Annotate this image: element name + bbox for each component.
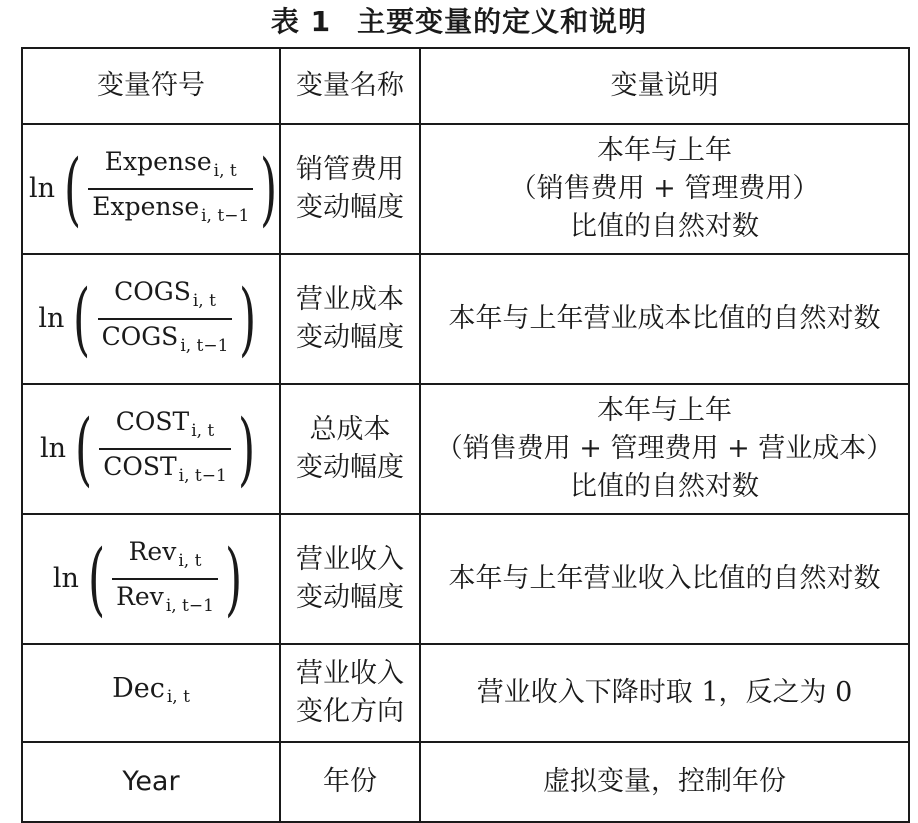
denominator-subscript: i, t−1 bbox=[165, 595, 214, 616]
numerator-var: COGS bbox=[114, 277, 191, 307]
description-line: （销售费用 + 管理费用） bbox=[509, 173, 820, 204]
table-row bbox=[22, 124, 909, 254]
name-line: 营业收入 bbox=[296, 544, 404, 575]
name-cell bbox=[280, 742, 420, 822]
fraction bbox=[98, 275, 233, 363]
name-line: 变动幅度 bbox=[296, 452, 404, 483]
left-paren: ( bbox=[64, 142, 82, 235]
numerator-var: Rev bbox=[128, 537, 177, 567]
name-line: 营业收入 bbox=[296, 658, 404, 689]
ln-function: ln bbox=[52, 563, 79, 594]
header-description: 变量说明 bbox=[420, 48, 909, 124]
variable-definition-table bbox=[21, 47, 910, 823]
symbol-cell bbox=[22, 742, 280, 822]
numerator bbox=[125, 535, 206, 578]
left-paren: ( bbox=[75, 402, 93, 495]
header-row bbox=[22, 48, 909, 124]
ln-function: ln bbox=[39, 433, 66, 464]
numerator-subscript: i, t bbox=[192, 291, 216, 311]
right-paren: ) bbox=[237, 402, 255, 495]
log-ratio-formula bbox=[38, 272, 263, 365]
denominator bbox=[112, 580, 218, 623]
fraction bbox=[99, 405, 231, 493]
description-line: 虚拟变量，控制年份 bbox=[543, 766, 786, 797]
name-line: 变动幅度 bbox=[296, 582, 404, 613]
name-line: 变化方向 bbox=[296, 696, 404, 727]
description-cell bbox=[420, 644, 909, 742]
denominator-subscript: i, t−1 bbox=[178, 465, 227, 486]
ln-function: ln bbox=[38, 303, 65, 334]
table-row bbox=[22, 514, 909, 644]
description-line: 比值的自然对数 bbox=[570, 211, 759, 242]
description-cell bbox=[420, 384, 909, 514]
right-paren: ) bbox=[260, 142, 278, 235]
symbol-subscript: i, t bbox=[166, 687, 190, 708]
denominator-var: COGS bbox=[101, 322, 179, 351]
name-cell bbox=[280, 644, 420, 742]
right-paren: ) bbox=[224, 532, 243, 625]
denominator-var: Rev bbox=[116, 582, 164, 611]
name-line: 年份 bbox=[323, 766, 377, 797]
symbol-cell bbox=[22, 254, 280, 384]
symbol-dec bbox=[112, 672, 190, 708]
right-paren: ) bbox=[239, 272, 257, 365]
name-line: 总成本 bbox=[309, 414, 391, 445]
symbol-year: Year bbox=[122, 766, 180, 797]
description-cell bbox=[420, 742, 909, 822]
header-symbol: 变量符号 bbox=[22, 48, 280, 124]
name-line: 营业成本 bbox=[296, 284, 404, 315]
numerator-subscript: i, t bbox=[178, 551, 202, 571]
numerator-subscript: i, t bbox=[213, 161, 237, 181]
name-cell bbox=[280, 254, 420, 384]
denominator bbox=[99, 450, 231, 493]
table-title: 主要变量的定义和说明 bbox=[357, 5, 648, 38]
header-name: 变量名称 bbox=[280, 48, 420, 124]
description-cell bbox=[420, 514, 909, 644]
description-line: 比值的自然对数 bbox=[570, 471, 759, 502]
denominator-var: COST bbox=[103, 452, 177, 481]
numerator bbox=[112, 405, 219, 448]
denominator-subscript: i, t−1 bbox=[201, 205, 250, 226]
table-row bbox=[22, 384, 909, 514]
denominator-subscript: i, t−1 bbox=[180, 335, 229, 356]
table-number: 表 1 bbox=[270, 5, 332, 38]
numerator bbox=[110, 275, 220, 318]
description-line: 营业收入下降时取 1，反之为 0 bbox=[476, 677, 853, 708]
description-line: 本年与上年营业成本比值的自然对数 bbox=[448, 303, 881, 334]
denominator bbox=[88, 190, 253, 233]
table-row bbox=[22, 254, 909, 384]
symbol-cell bbox=[22, 384, 280, 514]
description-line: 本年与上年 bbox=[597, 135, 732, 166]
denominator-var: Expense bbox=[92, 192, 200, 221]
log-ratio-formula bbox=[39, 402, 262, 495]
name-cell bbox=[280, 124, 420, 254]
log-ratio-formula bbox=[52, 532, 249, 625]
table-row bbox=[22, 644, 909, 742]
name-line: 变动幅度 bbox=[296, 322, 404, 353]
left-paren: ( bbox=[87, 532, 106, 625]
description-cell bbox=[420, 254, 909, 384]
ln-function: ln bbox=[29, 173, 56, 204]
denominator bbox=[98, 320, 233, 363]
description-cell bbox=[420, 124, 909, 254]
numerator bbox=[101, 145, 241, 188]
fraction bbox=[112, 535, 218, 623]
fraction bbox=[88, 145, 253, 233]
description-line: 本年与上年 bbox=[597, 395, 732, 426]
description-line: （销售费用 + 管理费用 + 营业成本） bbox=[435, 433, 894, 464]
name-line: 变动幅度 bbox=[296, 192, 404, 223]
name-cell bbox=[280, 384, 420, 514]
log-ratio-formula bbox=[29, 142, 284, 235]
left-paren: ( bbox=[73, 272, 91, 365]
table-caption bbox=[0, 2, 918, 42]
numerator-subscript: i, t bbox=[191, 421, 215, 441]
symbol-cell bbox=[22, 514, 280, 644]
table-row bbox=[22, 742, 909, 822]
symbol-cell bbox=[22, 124, 280, 254]
description-line: 本年与上年营业收入比值的自然对数 bbox=[448, 563, 881, 594]
numerator-var: COST bbox=[115, 407, 190, 437]
name-line: 销管费用 bbox=[296, 154, 404, 185]
numerator-var: Expense bbox=[104, 147, 212, 177]
name-cell bbox=[280, 514, 420, 644]
symbol-var: Dec bbox=[112, 672, 165, 704]
symbol-cell bbox=[22, 644, 280, 742]
